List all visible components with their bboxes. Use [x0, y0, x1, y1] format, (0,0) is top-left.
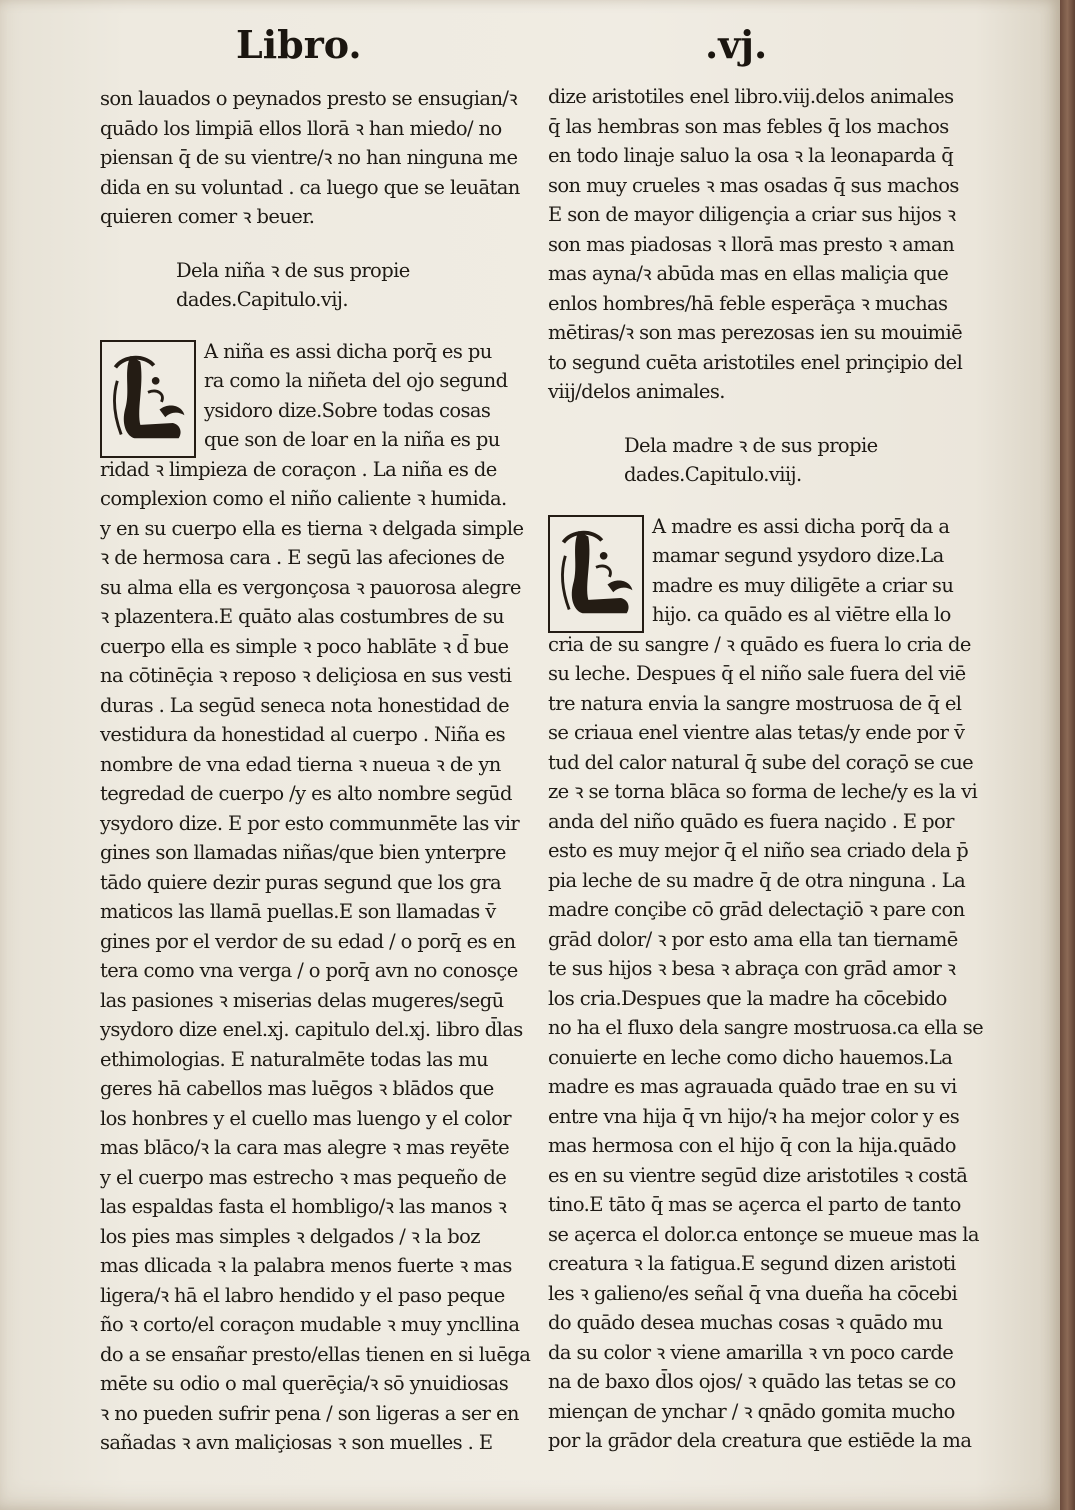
text-line: dida en su voluntad . ca luego que se leuātan — [100, 175, 520, 199]
text-line: se criaua enel vientre alas tetas/y ende por v̄ — [548, 721, 965, 744]
text-line: creatura ꝛ la fatigua.E segund dizen aristoti — [548, 1252, 956, 1275]
text-line: ligera/ꝛ hā el labro hendido y el paso peque — [100, 1283, 505, 1307]
ornamental-initial-L-icon — [100, 340, 196, 458]
text-line: los cria.Despues que la madre ha cōcebido — [548, 986, 947, 1010]
text-line: hijo. ca quādo es al viētre ella lo — [652, 603, 951, 626]
text-line: los honbres y el cuello mas luengo y el color — [100, 1106, 511, 1130]
text-line: esto es muy mejor q̄ el niño sea criado dela p̄ — [548, 839, 969, 862]
text-line: dize aristotiles enel libro.viij.delos animales — [548, 85, 954, 108]
text-line: quieren comer ꝛ beuer. — [100, 205, 315, 228]
text-line: es en su vientre segūd dize aristotiles ꝛ costā — [548, 1163, 968, 1187]
text-line: son muy crueles ꝛ mas osadas q̄ sus machos — [548, 173, 959, 197]
text-line: E son de mayor diligençia a criar sus hijos ꝛ — [548, 203, 956, 226]
text-line: mas blāco/ꝛ la cara mas alegre ꝛ mas reyēte — [100, 1136, 510, 1159]
text-line: su leche. Despues q̄ el niño sale fuera del viē — [548, 662, 966, 685]
text-line: geres hā cabellos mas luēgos ꝛ blādos que — [100, 1077, 494, 1100]
text-line: mamar segund ysydoro dize.La — [652, 544, 944, 567]
text-line: maticos las llamā puellas.E son llamadas v̄ — [100, 900, 496, 923]
running-title: Libro. — [236, 22, 362, 67]
text-line: ysydoro dize enel.xj. capitulo del.xj. libro d̄las — [100, 1018, 523, 1041]
text-line: ꝛ plazentera.E quāto alas costumbres de su — [100, 605, 504, 628]
text-line: te sus hijos ꝛ besa ꝛ abraça con grād amor ꝛ — [548, 957, 956, 980]
text-line: ꝛ no pueden sufrir pena / son ligeras a ser en — [100, 1401, 519, 1425]
text-line: y el cuerpo mas estrecho ꝛ mas pequeño de — [100, 1165, 507, 1189]
text-line: Dela madre ꝛ de sus propie — [624, 433, 878, 457]
text-line: A madre es assi dicha porq̄ da a — [652, 514, 950, 538]
text-line: los pies mas simples ꝛ delgados / ꝛ la boz — [100, 1224, 480, 1248]
right-column — [548, 82, 984, 1452]
text-line: duras . La segūd seneca nota honestidad de — [100, 693, 510, 717]
text-line: viij/delos animales. — [548, 380, 725, 403]
text-line: tre natura envia la sangre mostruosa de q̄ el — [548, 691, 962, 715]
text-line: quādo los limpiā ellos llorā ꝛ han miedo/ no — [100, 116, 502, 140]
book-edge — [1060, 0, 1075, 1510]
text-line: A niña es assi dicha porq̄ es pu — [204, 339, 492, 363]
text-line: tegredad de cuerpo /y es alto nombre segūd — [100, 782, 512, 805]
ornamental-initial-L-icon — [548, 515, 644, 633]
text-line: piensan q̄ de su vientre/ꝛ no han ninguna me — [100, 146, 518, 169]
text-line: do quādo desea muchas cosas ꝛ quādo mu — [548, 1311, 943, 1334]
text-line: tādo quiere dezir puras segund que los gra — [100, 870, 502, 894]
text-line: madre es muy diligēte a criar su — [652, 573, 954, 597]
text-line: mētiras/ꝛ son mas perezosas ien su mouimiē — [548, 321, 963, 344]
text-line: gines son llamadas niñas/que bien ynterpre — [100, 841, 506, 864]
text-line: mas hermosa con el hijo q̄ con la hija.quādo — [548, 1134, 956, 1157]
text-line: mēte su odio o mal querēçia/ꝛ sō ynuidiosas — [100, 1372, 509, 1395]
text-line: son lauados o peynados presto se ensugian/ꝛ — [100, 87, 518, 110]
text-line: ysydoro dize. E por esto communmēte las vir — [100, 811, 520, 835]
text-line: complexion como el niño caliente ꝛ humida. — [100, 487, 507, 510]
text-line: ra como la niñeta del ojo segund — [204, 369, 508, 392]
text-line: tera como vna verga / o porq̄ avn no conosçe — [100, 959, 518, 982]
text-line: en todo linaje saluo la osa ꝛ la leonaparda q̄ — [548, 144, 954, 167]
text-line: por la grādor dela creatura que estiēde la ma — [548, 1429, 972, 1452]
text-line: dades.Capitulo.vij. — [176, 288, 348, 311]
text-line: mas dlicada ꝛ la palabra menos fuerte ꝛ mas — [100, 1254, 512, 1277]
text-line: madre conçibe cō grād delectaçiō ꝛ pare con — [548, 898, 965, 921]
text-line: dades.Capitulo.viij. — [624, 463, 802, 486]
text-line: da su color ꝛ viene amarilla ꝛ vn poco carde — [548, 1340, 954, 1364]
text-line: que son de loar en la niña es pu — [204, 428, 500, 451]
text-line: gines por el verdor de su edad / o porq̄ es en — [100, 929, 516, 953]
text-line: na de baxo d̄los ojos/ ꝛ quādo las tetas se co — [548, 1370, 956, 1393]
right-initial-block — [548, 512, 954, 630]
text-line: las espaldas fasta el hombligo/ꝛ las manos ꝛ — [100, 1195, 507, 1218]
folio-number: .vj. — [705, 22, 768, 67]
text-line: anda del niño quādo es fuera naçido . E por — [548, 809, 954, 833]
text-line: se açerca el dolor.ca entonçe se mueue mas la — [548, 1222, 979, 1246]
text-line: vestidura da honestidad al cuerpo . Niña es — [100, 723, 506, 746]
text-line: su alma ella es vergonçosa ꝛ pauorosa alegre — [100, 575, 521, 599]
text-line: ridad ꝛ limpieza de coraçon . La niña es de — [100, 457, 497, 481]
text-line: q̄ las hembras son mas febles q̄ los machos — [548, 114, 949, 138]
text-line: madre es mas agrauada quādo trae en su vi — [548, 1075, 957, 1098]
text-line: cria de su sangre / ꝛ quādo es fuera lo cria de — [548, 632, 971, 656]
text-line: no ha el fluxo dela sangre mostruosa.ca ella se — [548, 1016, 984, 1039]
text-line: son mas piadosas ꝛ llorā mas presto ꝛ aman — [548, 232, 955, 256]
left-column — [100, 84, 531, 1454]
text-line: las pasiones ꝛ miserias delas mugeres/segū — [100, 988, 504, 1012]
left-initial-block — [100, 337, 508, 455]
text-line: ysidoro dize.Sobre todas cosas — [204, 398, 491, 422]
text-line: tino.E tāto q̄ mas se açerca el parto de tanto — [548, 1193, 961, 1216]
text-line: cuerpo ella es simple ꝛ poco hablāte ꝛ d̄ bue — [100, 634, 509, 658]
text-line: mas ayna/ꝛ abūda mas en ellas maliçia que — [548, 262, 949, 285]
text-line: sañadas ꝛ avn maliçiosas ꝛ son muelles . E — [100, 1431, 493, 1454]
text-line: ethimologias. E naturalmēte todas las mu — [100, 1047, 488, 1071]
text-line: entre vna hija q̄ vn hijo/ꝛ ha mejor color y es — [548, 1104, 960, 1128]
text-line: do a se ensañar presto/ellas tienen en si luēga — [100, 1342, 531, 1366]
text-line: ño ꝛ corto/el coraçon mudable ꝛ muy yncllina — [100, 1313, 520, 1336]
text-line: to segund cuēta aristotiles enel prinçipio del — [548, 350, 963, 374]
text-line: miençan de ynchar / ꝛ qnādo gomita mucho — [548, 1399, 955, 1423]
text-line: les ꝛ galieno/es señal q̄ vna dueña ha cōcebi — [548, 1281, 958, 1305]
text-line: conuierte en leche como dicho hauemos.La — [548, 1045, 953, 1069]
text-line: ze ꝛ se torna blāca so forma de leche/y es la vi — [548, 780, 978, 803]
text-line: grād dolor/ ꝛ por esto ama ella tan tiernamē — [548, 927, 958, 951]
text-line: enlos hombres/hā feble esperāça ꝛ muchas — [548, 291, 948, 315]
text-line: ꝛ de hermosa cara . E segū las afeciones de — [100, 546, 505, 569]
text-line: y en su cuerpo ella es tierna ꝛ delgada simple — [100, 516, 524, 540]
text-line: tud del calor natural q̄ sube del coraçō se cue — [548, 750, 974, 774]
text-line: na cōtinēçia ꝛ reposo ꝛ deliçiosa en sus vesti — [100, 664, 512, 687]
text-line: Dela niña ꝛ de sus propie — [176, 258, 410, 282]
text-line: nombre de vna edad tierna ꝛ nueua ꝛ de yn — [100, 752, 501, 776]
text-line: pia leche de su madre q̄ de otra ninguna . La — [548, 868, 966, 892]
